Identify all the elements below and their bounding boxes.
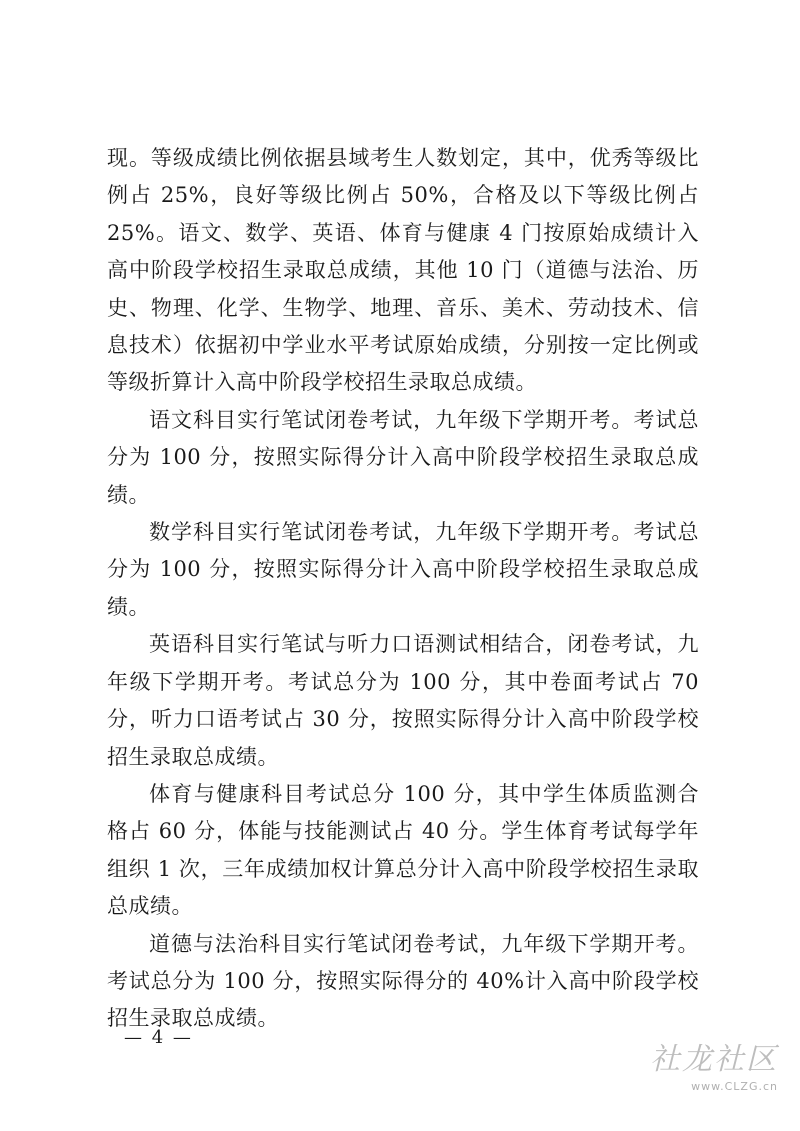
document-body bbox=[107, 140, 699, 1038]
watermark-logo: 社龙社区 bbox=[650, 1042, 778, 1077]
watermark-url: www.CLZG.cn bbox=[691, 1080, 778, 1093]
paragraph-english: 英语科目实行笔试与听力口语测试相结合，闭卷考试，九年级下学期开考。考试总分为 100 分，其中卷面考试占 70 分，听力口语考试占 30 分，按照实际得分计入高中阶段学校招生录取总成绩。 bbox=[107, 632, 699, 769]
watermark bbox=[608, 1034, 778, 1093]
paragraph-math: 数学科目实行笔试闭卷考试，九年级下学期开考。考试总分为 100 分，按照实际得分计入高中阶段学校招生录取总成绩。 bbox=[107, 520, 699, 619]
paragraph-chinese: 语文科目实行笔试闭卷考试，九年级下学期开考。考试总分为 100 分，按照实际得分计入高中阶段学校招生录取总成绩。 bbox=[107, 407, 699, 507]
page-number: — 4 — bbox=[124, 1027, 193, 1048]
paragraph-morality-law: 道德与法治科目实行笔试闭卷考试，九年级下学期开考。考试总分为 100 分，按照实际得分的 40%计入高中阶段学校招生录取总成绩。 bbox=[107, 931, 699, 1031]
paragraph-grade-ratio: 现。等级成绩比例依据县域考生人数划定，其中，优秀等级比例占 25%，良好等级比例占 50%，合格及以下等级比例占 25%。语文、数学、英语、体育与健康 4 门按原始成绩计入高中阶段学校招生录取总成绩，其他 10 门（道德与法治、历史、物理、化学、生物学、地理、音乐、美术、劳动技术、信息技术）依据初中学业水平考试原始成绩，分别按一定比例或等级折算计入高中阶段学校招生录取总成绩。 bbox=[107, 146, 699, 395]
paragraph-pe-health: 体育与健康科目考试总分 100 分，其中学生体质监测合格占 60 分，体能与技能测试占 40 分。学生体育考试每学年组织 1 次，三年成绩加权计算总分计入高中阶段学校招生录取总成绩。 bbox=[107, 781, 699, 919]
